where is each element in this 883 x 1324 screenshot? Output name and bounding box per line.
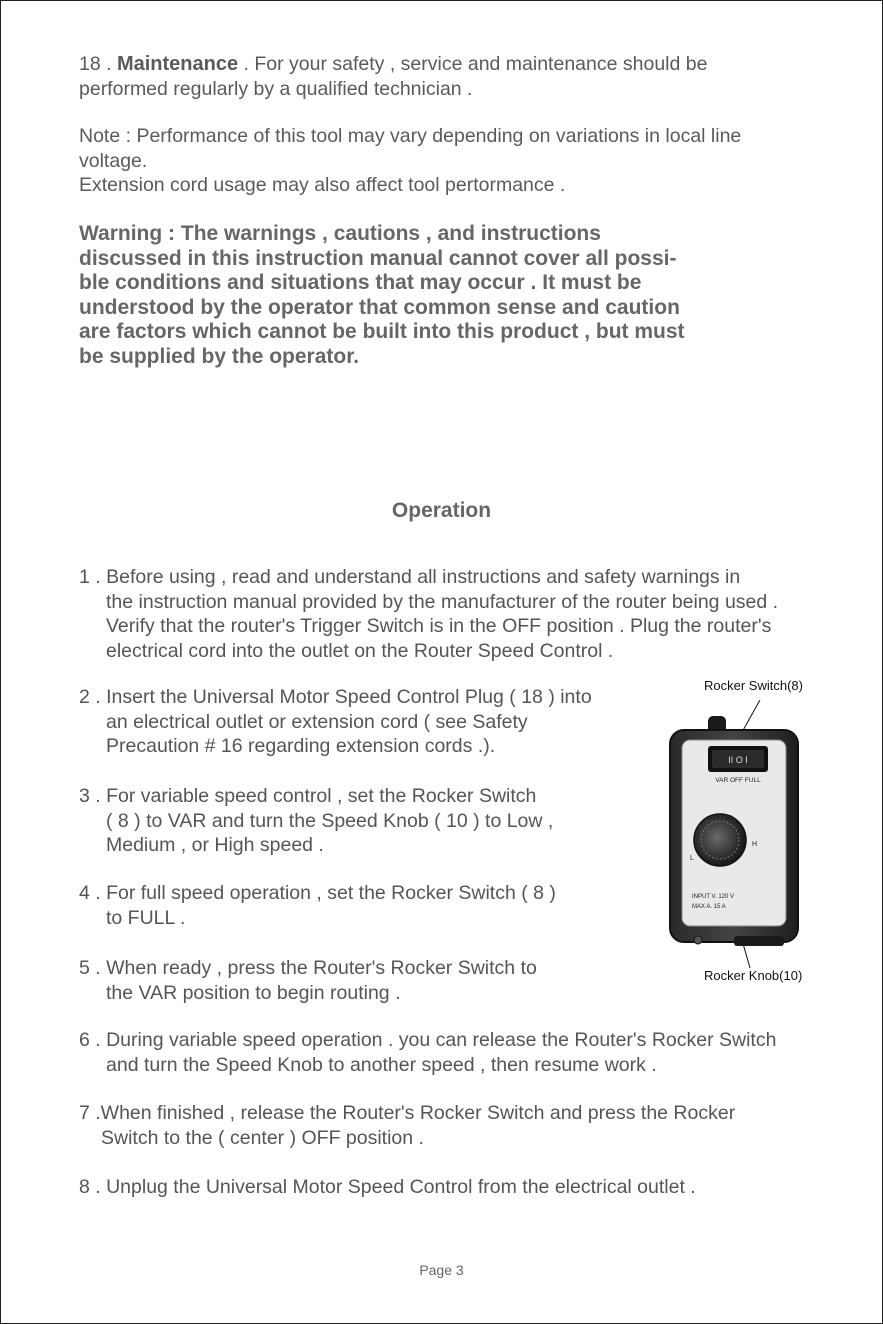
step-line: Medium , or High speed . — [106, 834, 324, 856]
speed-control-device-image — [660, 700, 810, 970]
step-4 — [79, 881, 556, 930]
operation-heading: Operation — [391, 499, 492, 522]
step-line: the instruction manual provided by the manufacturer of the router being used . — [106, 590, 779, 613]
step-line: 8 . Unplug the Universal Motor Speed Control from the electrical outlet . — [79, 1176, 696, 1198]
note-line2: voltage. — [79, 149, 148, 172]
step-line: 1 . Before using , read and understand all instructions and safety warnings in — [79, 566, 741, 588]
maintenance-line2: performed regularly by a qualified technician . — [79, 77, 473, 100]
switch-labels: VAR OFF FULL — [715, 777, 761, 784]
warning-line: ble conditions and situations that may occur . It must be — [79, 271, 642, 294]
step-line: 2 . Insert the Universal Motor Speed Control Plug ( 18 ) into — [79, 686, 592, 708]
maintenance-paragraph — [79, 52, 799, 101]
step-line: an electrical outlet or extension cord ( see Safety — [106, 710, 528, 733]
step-line: and turn the Speed Knob to another speed , then resume work . — [106, 1053, 657, 1076]
step-line: to FULL . — [106, 906, 186, 929]
rating-line-2: MAX A. 15 A — [692, 904, 726, 910]
step-6 — [79, 1028, 776, 1077]
warning-line: discussed in this instruction manual cannot cover all possi- — [79, 246, 677, 270]
page-number: Page 3 — [419, 1262, 464, 1278]
step-8 — [79, 1175, 696, 1200]
step-1 — [79, 565, 778, 663]
note-line1: Note : Performance of this tool may vary depending on variations in local line — [79, 125, 742, 147]
speed-knob-icon — [694, 814, 746, 866]
maintenance-line1: . For your safety , service and maintenance should be — [238, 53, 708, 75]
step-line: Precaution # 16 regarding extension cords .). — [106, 735, 496, 757]
step-7 — [79, 1101, 735, 1150]
knob-high-label: H — [752, 841, 758, 848]
step-line: electrical cord into the outlet on the Router Speed Control . — [106, 639, 614, 662]
step-3 — [79, 784, 553, 858]
step-line: 6 . During variable speed operation . you can release the Router's Rocker Switch — [79, 1029, 777, 1051]
maintenance-number: 18 . — [79, 53, 112, 75]
maintenance-title: Maintenance — [116, 53, 239, 75]
step-line: Verify that the router's Trigger Switch is in the OFF position . Plug the router's — [106, 615, 772, 637]
warning-line: Warning : The warnings , cautions , and instructions — [79, 222, 601, 245]
rocker-knob-callout: Rocker Knob(10) — [704, 968, 803, 983]
step-line: ( 8 ) to VAR and turn the Speed Knob ( 10 ) to Low , — [106, 809, 554, 832]
screw-icon — [694, 936, 702, 944]
rating-line-1: INPUT V. 120 V — [692, 894, 735, 900]
step-2 — [79, 685, 592, 759]
step-line: 7 .When finished , release the Router's Rocker Switch and press the Rocker — [79, 1102, 736, 1124]
step-line: 5 . When ready , press the Router's Rocker Switch to — [79, 957, 537, 979]
plug-base-icon — [734, 936, 784, 946]
step-line: 3 . For variable speed control , set the Rocker Switch — [79, 785, 537, 807]
step-line: 4 . For full speed operation , set the Rocker Switch ( 8 ) — [79, 882, 556, 904]
warning-line: understood by the operator that common sense and caution — [79, 295, 680, 319]
note-line3: Extension cord usage may also affect tool pertormance . — [79, 174, 566, 196]
step-line: the VAR position to begin routing . — [106, 981, 401, 1004]
knob-medium-label: M — [726, 815, 732, 822]
rocker-switch-callout: Rocker Switch(8) — [704, 678, 803, 693]
warning-line: are factors which cannot be built into this product , but must — [79, 320, 685, 343]
warning-paragraph — [79, 222, 799, 369]
switch-symbols: II O I — [728, 755, 748, 765]
knob-low-label: L — [690, 855, 694, 862]
step-5 — [79, 956, 537, 1005]
step-line: Switch to the ( center ) OFF position . — [101, 1126, 424, 1149]
note-paragraph — [79, 124, 799, 198]
warning-line: be supplied by the operator. — [79, 344, 360, 368]
